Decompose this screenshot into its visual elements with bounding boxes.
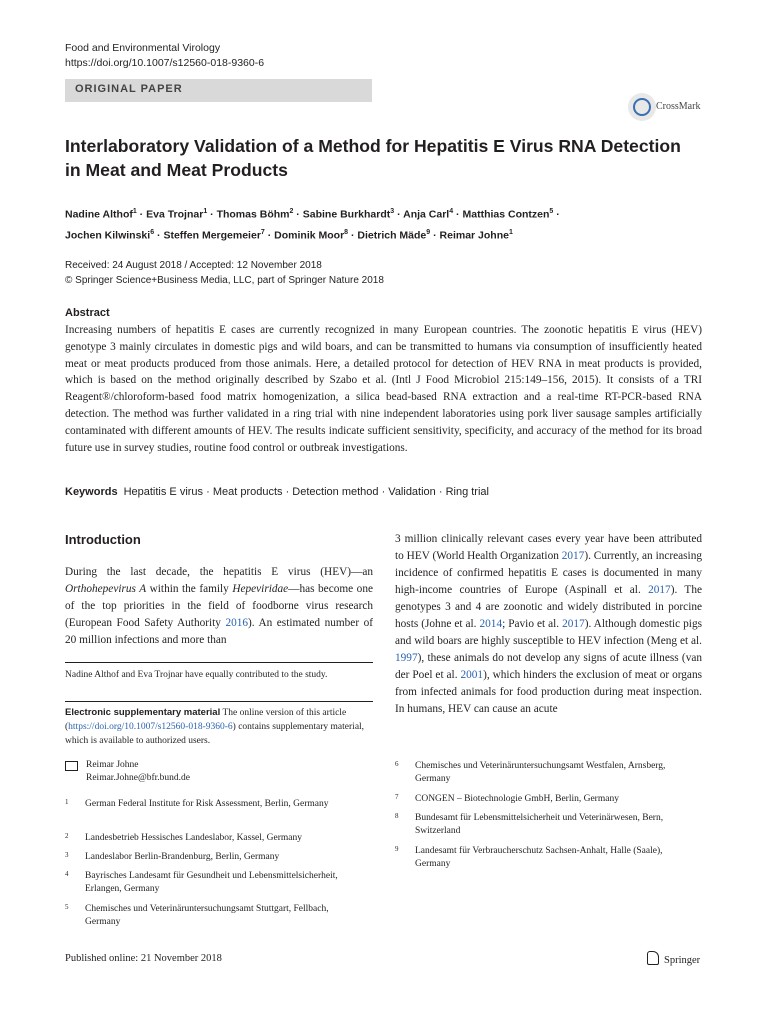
- publisher-name: Springer: [664, 955, 701, 966]
- esm-label: Electronic supplementary material: [65, 707, 221, 718]
- corresponding-name: Reimar Johne: [86, 760, 139, 770]
- author[interactable]: Matthias Contzen: [462, 208, 550, 221]
- author[interactable]: Sabine Burkhardt: [302, 208, 391, 221]
- author[interactable]: Reimar Johne: [439, 229, 509, 241]
- abstract-heading: Abstract: [65, 307, 110, 319]
- author[interactable]: Dietrich Mäde: [357, 229, 427, 241]
- citation-link[interactable]: 2017: [562, 618, 585, 630]
- introduction-right-column: 3 million clinically relevant cases every year have been attributed to HEV (World Health Organization 2017). Currently, an increasing incidence of confirmed hepatitis E cases is documented in many high-income countries of Europe (Aspinall et al. 2017). The genotypes 3 and 4 are zoonotic and widely distributed in porcine hosts (Johne et al. 2014; Pavio et al. 2017). Although domestic pigs and wild boars are highly susceptible to HEV infection (Meng et al. 1997), these animals do not develop any signs of acute illness (van der Poel et al. 2001), which hinders the exclusion of meat or organs from infected animals for food production during meat inspection. In humans, HEV can cause an acute: [395, 533, 702, 715]
- citation-link[interactable]: 2017: [561, 550, 585, 562]
- citation-link[interactable]: 2017: [648, 584, 671, 596]
- author[interactable]: Jochen Kilwinski: [65, 229, 151, 241]
- journal-name: Food and Environmental Virology: [65, 42, 221, 54]
- author[interactable]: Eva Trojnar: [146, 208, 204, 221]
- copyright: © Springer Science+Business Media, LLC, part of Springer Nature 2018: [65, 275, 384, 286]
- keywords: [65, 486, 702, 498]
- article-type-label: ORIGINAL PAPER: [75, 83, 183, 95]
- citation-link[interactable]: 2016: [225, 617, 249, 629]
- citation-link[interactable]: 1997: [395, 652, 418, 664]
- keywords-label: Keywords: [65, 486, 118, 498]
- envelope-icon: [65, 761, 78, 771]
- introduction-left-column: During the last decade, the hepatitis E virus (HEV)—an Orthohepevirus A within the family Hepeviridae—has become one of the top priorities in the field of foodborne virus research (European Food Safety Authority 2016). An estimated number of 20 million infections and more than: [65, 566, 373, 646]
- crossmark-label: CrossMark: [656, 101, 701, 112]
- author[interactable]: Thomas Böhm: [216, 208, 290, 221]
- crossmark-icon: [628, 93, 656, 121]
- citation-link[interactable]: 2014: [479, 618, 503, 630]
- contribution-note: Nadine Althof and Eva Trojnar have equally contributed to the study.: [65, 670, 328, 680]
- author[interactable]: Anja Carl: [403, 208, 450, 221]
- journal-header: [65, 41, 264, 71]
- introduction-heading: Introduction: [65, 532, 141, 547]
- footnote-divider: [65, 662, 373, 663]
- author[interactable]: Dominik Moor: [274, 229, 345, 241]
- author[interactable]: Steffen Mergemeier: [163, 229, 261, 241]
- article-type-banner: [65, 79, 372, 102]
- received-accepted: Received: 24 August 2018 / Accepted: 12 November 2018: [65, 260, 322, 271]
- author[interactable]: Nadine Althof: [65, 208, 133, 221]
- footnote-divider: [65, 701, 373, 702]
- keywords-list: Hepatitis E virus · Meat products · Detection method · Validation · Ring trial: [123, 486, 489, 498]
- abstract-text: Increasing numbers of hepatitis E cases are currently recognized in many European countries. The zoonotic hepatitis E virus (HEV) genotype 3 mainly circulates in domestic pigs and wild boars, and can be transmitted to humans via consumption of insufficiently heated meat or meat products produced from those animals. Here, a detailed protocol for detection of HEV RNA in meat products is provided, which is based on the method originally described by Szabo et al. (Intl J Food Microbiol 215:149–156, 2015). It consists of a TRI Reagent®/chloroform-based food matrix homogenization, a silica bead-based RNA extraction and a real-time RT-PCR-based RNA detection. The method was further validated in a ring trial with nine independent laboratories using pork liver sausage samples artificially contaminated with different amounts of HEV. The results indicate sufficient sensitivity, specificity, and accuracy of the method for its broad future use in survey studies, routine food control or outbreak investigations.: [65, 324, 702, 454]
- supplementary-note: Electronic supplementary material The online version of this article (https://doi.org/10.1007/s12560-018-9360-6) contains supplementary material, which is available to authorized users.: [65, 707, 365, 746]
- publisher-logo: [647, 951, 700, 966]
- article-dates: [65, 258, 384, 288]
- corresponding-email[interactable]: Reimar.Johne@bfr.bund.de: [86, 773, 190, 783]
- doi-link[interactable]: https://doi.org/10.1007/s12560-018-9360-6: [65, 57, 265, 69]
- citation-link[interactable]: 2001: [460, 669, 484, 681]
- esm-link[interactable]: https://doi.org/10.1007/s12560-018-9360-6: [68, 722, 233, 732]
- author-list: Nadine Althof$^1$ · Eva Trojnar$^1$ · Thomas Böhm$^2$ · Sabine Burkhardt$^3$ · Anja Carl$^4$ · Matthias Contzen$^5$ · Jochen Kilwinski$^6$ · Steffen Mergemeier$^7$ · Dominik Moor$^8$ · Dietrich Mäde$^9$ · Reimar Johne$^1$: [65, 208, 560, 241]
- published-date: Published online: 21 November 2018: [65, 953, 222, 964]
- springer-horse-icon: [647, 951, 659, 965]
- article-title: Interlaboratory Validation of a Method for Hepatitis E Virus RNA Detection in Meat and Meat Products: [65, 136, 681, 180]
